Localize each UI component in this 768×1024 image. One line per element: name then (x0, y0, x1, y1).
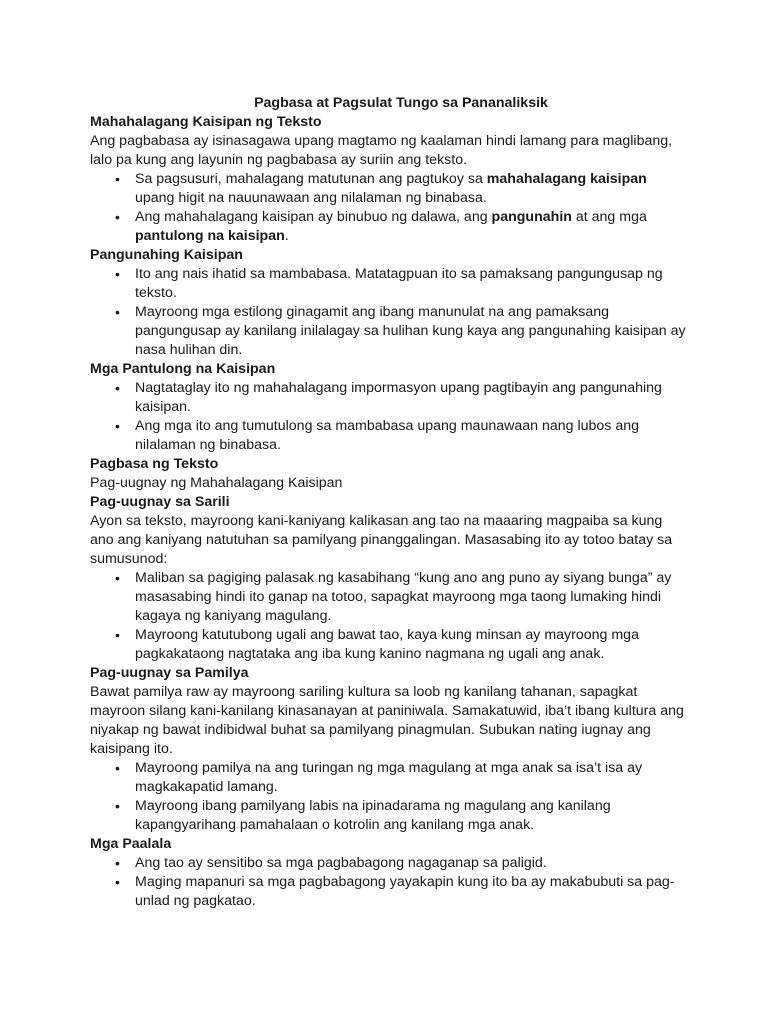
bullet-icon: • (115, 760, 120, 776)
bullet-list (90, 759, 688, 835)
bullet-list (90, 265, 688, 360)
list-item (90, 626, 688, 664)
bullet-text: Nagtataglay ito ng mahahalagang impormasyon upang pagtibayin ang pangunahing kaisipan. (135, 380, 662, 415)
list-item (90, 854, 688, 873)
bullet-icon: • (115, 266, 120, 282)
section-subtitle: Pag-uugnay ng Mahahalagang Kaisipan (90, 475, 343, 491)
bold-term: mahahalagang kaisipan (486, 171, 647, 187)
list-item (90, 873, 688, 911)
bullet-icon: • (115, 380, 120, 396)
bold-term: pangunahin (491, 209, 572, 225)
bullet-text: Ang mga ito ang tumutulong sa mambabasa upang maunawaan nang lubos ang nilalaman ng binabasa. (135, 418, 640, 453)
bullet-text: Ang tao ay sensitibo sa mga pagbabagong nagaganap sa paligid. (135, 855, 547, 871)
bullet-list (90, 170, 688, 246)
bullet-icon: • (115, 570, 120, 586)
bullet-text: Ang mahahalagang kaisipan ay binubuo ng dalawa, ang (135, 209, 492, 225)
bullet-list (90, 379, 688, 455)
list-item (90, 379, 688, 417)
section-paragraph: Ang pagbabasa ay isinasagawa upang magtamo ng kaalaman hindi lamang para maglibang, lalo pa kung ang layunin ng pagbabasa ay suriin ang teksto. (90, 133, 673, 168)
section-heading: Pangunahing Kaisipan (90, 247, 243, 263)
section-heading: Pagbasa ng Teksto (90, 456, 219, 472)
bullet-icon: • (115, 304, 120, 320)
list-item (90, 265, 688, 303)
list-item (90, 569, 688, 626)
bullet-text: Ito ang nais ihatid sa mambabasa. Matatagpuan ito sa pamaksang pangungusap ng teksto. (135, 266, 663, 301)
section-paragraph: Ayon sa teksto, mayroong kani-kaniyang kalikasan ang tao na maaaring magpaiba sa kung ano ang kaniyang natutuhan sa pamilyang pinanggalingan. Masasabing ito ay totoo batay sa sumusunod: (90, 513, 673, 567)
bullet-icon: • (115, 418, 120, 434)
bullet-text: Mayroong pamilya na ang turingan ng mga magulang at mga anak sa isa’t isa ay magkakapatid lamang. (135, 760, 643, 795)
bullet-list (90, 854, 688, 911)
bullet-icon: • (115, 627, 120, 643)
section-heading: Mga Paalala (90, 836, 172, 852)
list-item (90, 417, 688, 455)
bullet-icon: • (115, 855, 120, 871)
list-item (90, 759, 688, 797)
document-title: Pagbasa at Pagsulat Tungo sa Pananaliksik (254, 95, 548, 111)
bullet-text: Mayroong katutubong ugali ang bawat tao, kaya kung minsan ay mayroong mga pagkakataong nagtataka ang iba kung kanino nagmana ng ugali ang anak. (135, 627, 639, 662)
bullet-text: Sa pagsusuri, mahalagang matutunan ang pagtukoy sa (135, 171, 487, 187)
bullet-list (90, 569, 688, 664)
bullet-icon: • (115, 874, 120, 890)
section-heading: Mga Pantulong na Kaisipan (90, 361, 276, 377)
list-item (90, 208, 688, 246)
section-paragraph: Bawat pamilya raw ay mayroong sariling kultura sa loob ng kanilang tahanan, sapagkat mayroon silang kani-kanilang kinasanayan at paniniwala. Samakatuwid, iba’t ibang kultura ang niyakap ng bawat indibidwal buhat sa pamilyang pinagmulan. Subukan nating iugnay ang kaisipang ito. (90, 684, 684, 757)
bullet-text: at ang mga (571, 209, 647, 225)
list-item (90, 303, 688, 360)
bold-term: pantulong na kaisipan (135, 228, 285, 244)
bullet-text: Mayroong mga estilong ginagamit ang ibang manunulat na ang pamaksang pangungusap ay kanilang inilalagay sa hulihan kung kaya ang pangunahing kaisipan ay nasa hulihan din. (135, 304, 686, 358)
bullet-text: . (284, 228, 289, 244)
list-item (90, 170, 688, 208)
list-item (90, 797, 688, 835)
bullet-text: upang higit na nauunawaan ang nilalaman ng binabasa. (135, 190, 487, 206)
bullet-text: Maging mapanuri sa mga pagbabagong yayakapin kung ito ba ay makabubuti sa pag-unlad ng pagkatao. (135, 874, 675, 909)
section-heading: Pag-uugnay sa Sarili (90, 494, 230, 510)
bullet-text: Maliban sa pagiging palasak ng kasabihang “kung ano ang puno ay siyang bunga” ay masasabing hindi ito ganap na totoo, sapagkat mayroong mga taong lumaking hindi kagaya ng kaniyang magulang. (135, 570, 672, 624)
bullet-icon: • (115, 798, 120, 814)
section-heading: Pag-uugnay sa Pamilya (90, 665, 249, 681)
bullet-text: Mayroong ibang pamilyang labis na ipinadarama ng magulang ang kanilang kapangyarihang pamahalaan o kotrolin ang kanilang mga anak. (135, 798, 611, 833)
bullet-icon: • (115, 209, 120, 225)
bullet-icon: • (115, 171, 120, 187)
section-heading: Mahahalagang Kaisipan ng Teksto (90, 114, 322, 130)
